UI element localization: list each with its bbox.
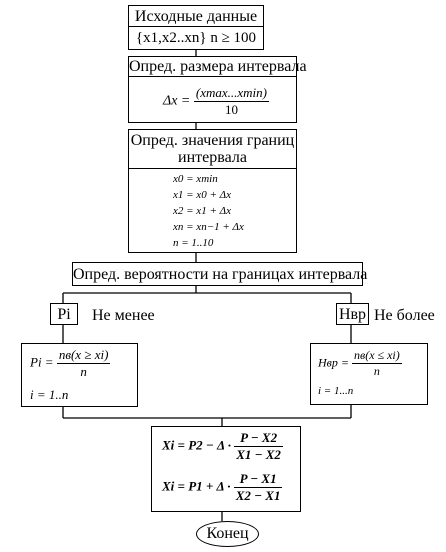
final-formula-box: [151, 426, 301, 512]
interval-size-title: Опред. размера интервала: [129, 58, 307, 75]
boundary-line-4: n = 1..10: [173, 237, 214, 249]
left-formula-range: i = 1..n: [30, 387, 69, 402]
boundary-line-3: xn = xn−1 + Δx: [173, 221, 244, 233]
input-formula-box: [128, 26, 264, 50]
left-formula-denominator: n: [80, 364, 87, 379]
left-label-box: [50, 303, 78, 325]
final-formula-1: [162, 430, 283, 463]
right-formula-denominator: n: [373, 364, 380, 378]
boundary-line-2: x2 = x1 + Δx: [173, 205, 231, 217]
final-formula-2-denominator: X2 − X1: [235, 488, 281, 503]
boundaries-title-line2: интервала: [178, 149, 247, 166]
interval-size-lhs: Δx =: [163, 93, 191, 109]
final-formula-2: [162, 471, 282, 504]
end-terminator: [196, 521, 259, 547]
boundary-line-0: x0 = xmin: [173, 173, 218, 185]
right-label: Нвр: [338, 306, 367, 323]
final-formula-2-numerator: P − X1: [234, 471, 283, 488]
final-formula-1-denominator: X1 − X2: [236, 447, 281, 462]
left-label: Pi: [57, 306, 71, 323]
interval-size-formula-box: [128, 76, 297, 123]
end-label: Конец: [206, 525, 249, 542]
left-formula-numerator: nв(x ≥ xi): [58, 347, 109, 362]
right-formula-box: [310, 343, 428, 405]
right-formula-range: i = 1...n: [318, 385, 354, 397]
final-formula-1-numerator: P − X2: [234, 430, 283, 447]
interval-size-numerator: (xmax...xmin): [195, 85, 267, 100]
right-formula-numerator: nв(x ≤ xi): [353, 348, 400, 362]
left-formula: [30, 347, 110, 380]
final-formula-1-lhs: Xi = P2 − Δ ·: [162, 437, 231, 453]
boundaries-title-line1: Опред. значения границ: [130, 132, 295, 149]
right-formula-lhs: Нвр =: [318, 355, 349, 370]
boundaries-title-box: [128, 129, 297, 169]
interval-size-formula: [163, 85, 269, 118]
right-label-box: [336, 303, 369, 325]
input-title-box: [128, 5, 264, 27]
final-formula-2-lhs: Xi = P1 + Δ ·: [162, 478, 231, 494]
boundary-line-1: x1 = x0 + Δx: [173, 189, 231, 201]
probability-title: Опред. вероятности на границах интервала: [73, 266, 368, 283]
interval-size-title-box: [128, 56, 307, 77]
boundaries-formula-box: [128, 168, 297, 253]
left-formula-lhs: Pi =: [30, 354, 54, 370]
left-formula-box: [21, 343, 138, 407]
input-title: Исходные данные: [134, 8, 258, 25]
left-caption: Не менее: [92, 307, 155, 324]
right-caption: Не более: [374, 307, 435, 324]
input-formula: {x1,x2..xn} n ≥ 100: [135, 30, 257, 46]
probability-title-box: [72, 262, 368, 286]
right-formula: [318, 348, 402, 379]
interval-size-denominator: 10: [224, 102, 238, 117]
